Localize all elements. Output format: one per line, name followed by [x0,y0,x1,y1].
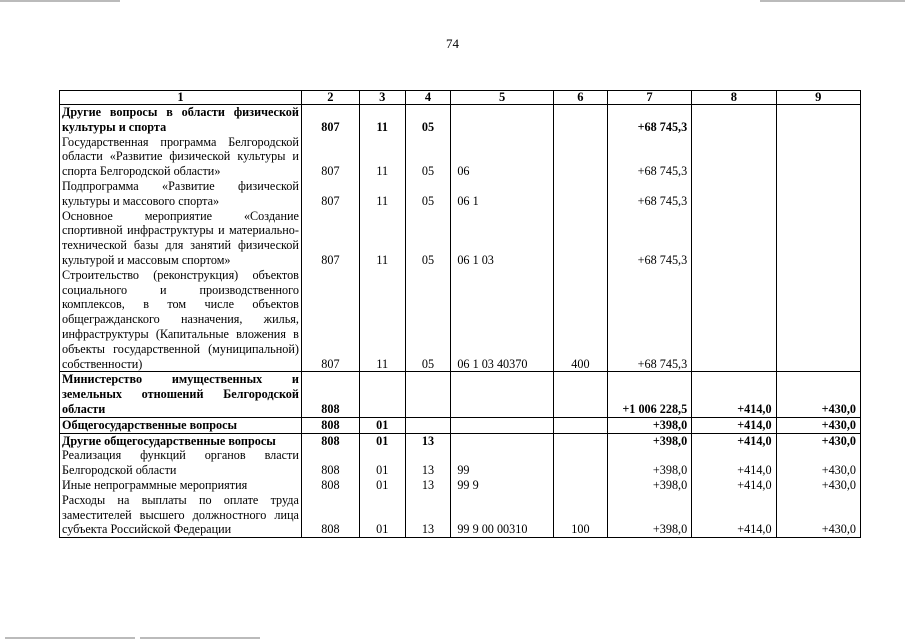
col-5-value: 99 9 [451,478,554,493]
col-8-value: +414,0 [692,448,776,478]
table-row [60,105,861,135]
col-6-value [553,209,607,268]
col-8-value [692,135,776,179]
col-6-value [553,372,607,417]
col-7-value: +398,0 [607,493,691,538]
header-col-5: 5 [451,91,554,105]
col-8-value: +414,0 [692,417,776,433]
header-col-7: 7 [607,91,691,105]
col-9-value: +430,0 [776,372,860,417]
col-5-value: 06 1 03 40370 [451,268,554,372]
col-2-value: 807 [301,209,359,268]
col-9-value [776,105,860,135]
col-4-value: 13 [405,433,451,448]
col-2-value: 808 [301,372,359,417]
col-2-value: 807 [301,179,359,209]
col-5-value [451,433,554,448]
col-4-value: 05 [405,135,451,179]
col-2-value: 807 [301,105,359,135]
col-9-value [776,209,860,268]
col-6-value: 100 [553,493,607,538]
header-col-6: 6 [553,91,607,105]
col-4-value: 05 [405,179,451,209]
col-5-value: 06 1 03 [451,209,554,268]
col-2-value: 808 [301,417,359,433]
bottom-edge-line-left [5,637,135,639]
col-7-value: +68 745,3 [607,268,691,372]
col-7-value: +398,0 [607,417,691,433]
col-6-value [553,105,607,135]
col-7-value: +398,0 [607,433,691,448]
col-5-value [451,372,554,417]
row-description: Общегосударственные вопросы [60,417,302,433]
table-row [60,493,861,538]
col-5-value: 06 [451,135,554,179]
header-col-8: 8 [692,91,776,105]
row-description: Другие общегосударственные вопросы [60,433,302,448]
row-description: Основное мероприятие «Создание спортивной инфраструктуры и материально-технической базы для занятий физической культурой и массовым спортом» [60,209,302,268]
col-2-value: 808 [301,448,359,478]
col-4-value: 13 [405,493,451,538]
row-description: Строительство (реконструкция) объектов социального и производственного комплексов, в том числе объектов общегражданского назначения, жилья, инфраструктуры (Капитальные вложения в объекты государственной (муниципальной) собственности) [60,268,302,372]
col-2-value: 808 [301,493,359,538]
table-row [60,448,861,478]
table-row [60,478,861,493]
page-number: 74 [446,36,459,51]
col-2-value: 807 [301,268,359,372]
col-7-value: +68 745,3 [607,135,691,179]
col-3-value: 11 [359,209,405,268]
col-9-value: +430,0 [776,448,860,478]
table-row [60,209,861,268]
row-description: Подпрограмма «Развитие физической культуры и массового спорта» [60,179,302,209]
col-4-value: 13 [405,478,451,493]
row-description: Государственная программа Белгородской области «Развитие физической культуры и спорта Белгородской области» [60,135,302,179]
row-description: Другие вопросы в области физической культуры и спорта [60,105,302,135]
col-6-value [553,478,607,493]
table-row [60,433,861,448]
col-3-value: 01 [359,433,405,448]
col-6-value [553,135,607,179]
col-8-value [692,179,776,209]
col-9-value: +430,0 [776,493,860,538]
col-7-value: +398,0 [607,448,691,478]
col-4-value: 13 [405,448,451,478]
col-5-value: 99 [451,448,554,478]
col-3-value [359,372,405,417]
col-3-value: 01 [359,478,405,493]
col-8-value [692,105,776,135]
bottom-edge-line-right [140,637,260,639]
budget-table [59,90,861,538]
header-col-9: 9 [776,91,860,105]
col-3-value: 11 [359,179,405,209]
col-2-value: 808 [301,478,359,493]
col-3-value: 01 [359,448,405,478]
row-description: Расходы на выплаты по оплате труда заместителей высшего должностного лица субъекта Российской Федерации [60,493,302,538]
table-row [60,372,861,417]
col-6-value [553,179,607,209]
col-5-value [451,105,554,135]
col-5-value: 06 1 [451,179,554,209]
col-8-value: +414,0 [692,372,776,417]
row-description: Реализация функций органов власти Белгородской области [60,448,302,478]
col-2-value: 807 [301,135,359,179]
col-6-value [553,448,607,478]
col-6-value [553,417,607,433]
header-col-4: 4 [405,91,451,105]
col-4-value: 05 [405,105,451,135]
col-3-value: 11 [359,135,405,179]
col-3-value: 11 [359,268,405,372]
col-3-value: 11 [359,105,405,135]
col-7-value: +68 745,3 [607,179,691,209]
col-7-value: +68 745,3 [607,105,691,135]
table-row [60,268,861,372]
col-6-value [553,433,607,448]
col-3-value: 01 [359,417,405,433]
table-header-row [60,91,861,105]
col-9-value [776,268,860,372]
header-col-1: 1 [60,91,302,105]
col-8-value: +414,0 [692,433,776,448]
header-col-3: 3 [359,91,405,105]
col-4-value: 05 [405,268,451,372]
col-4-value: 05 [405,209,451,268]
row-description: Иные непрограммные мероприятия [60,478,302,493]
col-9-value [776,179,860,209]
col-8-value: +414,0 [692,493,776,538]
col-5-value [451,417,554,433]
col-8-value [692,209,776,268]
col-9-value: +430,0 [776,478,860,493]
col-9-value: +430,0 [776,433,860,448]
col-2-value: 808 [301,433,359,448]
col-8-value: +414,0 [692,478,776,493]
top-edge-line-left [0,0,120,2]
col-9-value [776,135,860,179]
row-description: Министерство имущественных и земельных отношений Белгородской области [60,372,302,417]
col-4-value [405,417,451,433]
col-9-value: +430,0 [776,417,860,433]
table-row [60,179,861,209]
col-7-value: +398,0 [607,478,691,493]
header-col-2: 2 [301,91,359,105]
col-8-value [692,268,776,372]
table-row [60,417,861,433]
col-4-value [405,372,451,417]
col-7-value: +1 006 228,5 [607,372,691,417]
table-row [60,135,861,179]
col-7-value: +68 745,3 [607,209,691,268]
col-3-value: 01 [359,493,405,538]
top-edge-line-right [760,0,905,2]
col-5-value: 99 9 00 00310 [451,493,554,538]
col-6-value: 400 [553,268,607,372]
